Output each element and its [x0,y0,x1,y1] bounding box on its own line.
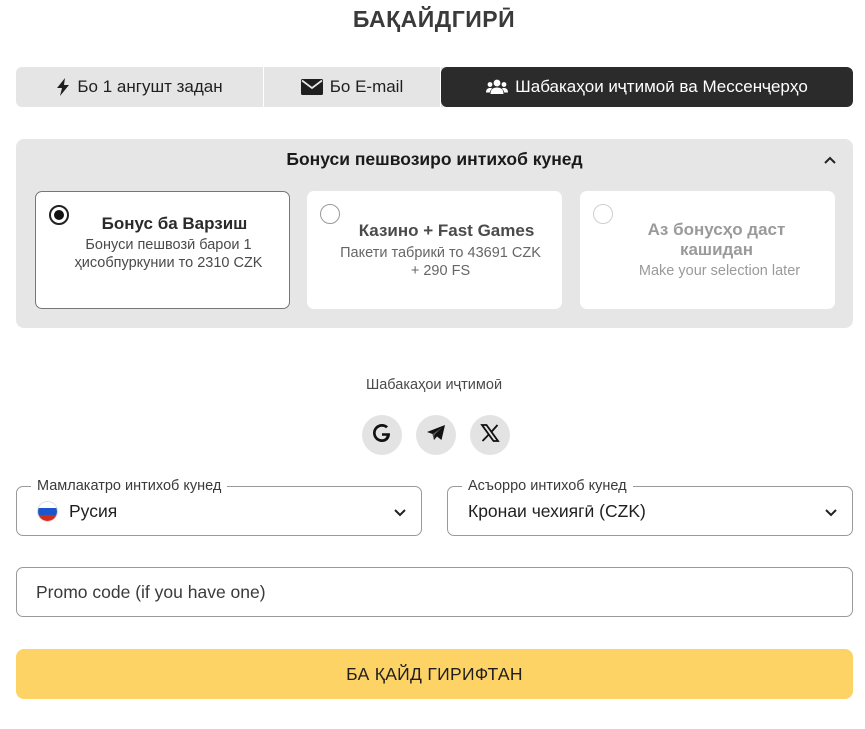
social-networks-label: Шабакаҳои иҷтимоӣ [365,377,503,393]
country-select-value: Русия [69,501,118,521]
chevron-down-icon [393,505,407,519]
google-icon [371,422,393,449]
bonus-option-title: Аз бонусҳо даст кашидан [647,220,786,259]
registration-method-tabs [16,67,853,107]
tab-email[interactable] [264,67,441,107]
page-title: БАҚАЙДГИРӢ [352,6,516,32]
telegram-login-button[interactable] [416,415,456,455]
users-icon [486,79,508,95]
bonus-option-description: Бонуси пешвозӣ барои 1 ҳисобпуркунии то 2310 CZK [74,237,263,271]
tab-label: Бо E-mail [329,77,404,96]
telegram-icon [426,424,446,447]
envelope-icon [301,79,323,95]
bonus-option-decline[interactable] [580,191,835,309]
bonus-option-sport[interactable] [35,191,290,309]
tab-one-click[interactable] [16,67,264,107]
chevron-down-icon [824,505,838,519]
social-login-buttons [362,415,510,455]
bonus-option-description: Make your selection later [638,263,801,279]
bonus-option-title: Казино + Fast Games [358,221,535,240]
bonus-option-title: Бонус ба Варзиш [101,214,248,233]
promo-code-field [16,567,853,617]
currency-select-label: Асъорро интихоб кунед [462,477,633,495]
tab-label: Шабакаҳои иҷтимоӣ ва Мессенҷерҳо [515,77,808,96]
tab-social-messengers[interactable] [441,67,853,107]
promo-code-input[interactable] [17,568,852,616]
chevron-up-icon[interactable] [823,153,837,167]
register-button[interactable]: БА ҚАЙД ГИРИФТАН [16,649,853,699]
country-select-label: Мамлакатро интихоб кунед [31,477,227,495]
bonus-option-casino[interactable] [307,191,562,309]
google-login-button[interactable] [362,415,402,455]
russia-flag-icon [37,501,58,522]
x-icon [480,423,500,448]
x-login-button[interactable] [470,415,510,455]
currency-select[interactable] [447,478,853,536]
bonus-option-description: Пакети табрикӣ то 43691 CZK + 290 FS [340,245,541,279]
currency-select-value: Кронаи чехиягӣ (CZK) [468,501,646,521]
country-select[interactable] [16,478,422,536]
bonus-heading: Бонуси пешвозиро интихоб кунед [286,149,583,169]
lightning-icon [56,78,70,96]
tab-label: Бо 1 ангушт задан [77,77,223,96]
bonus-panel [16,139,853,328]
